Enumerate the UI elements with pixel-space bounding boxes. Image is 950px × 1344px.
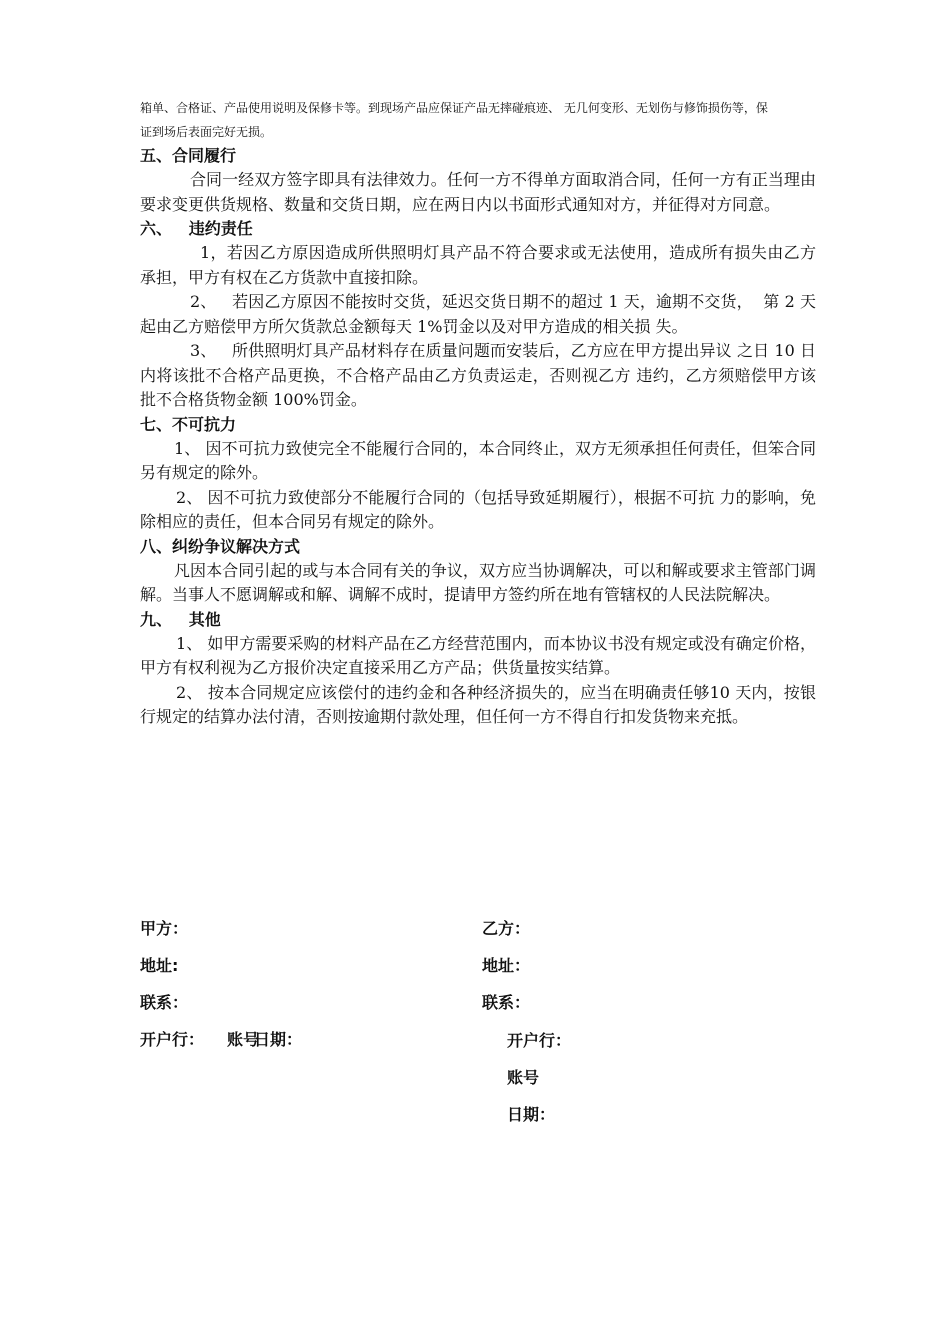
intro-line-2: 证到场后表面完好无损。	[140, 125, 273, 139]
section-6-paragraph-2: 2、 若因乙方原因不能按时交货，延迟交货日期不的超过 1 天，逾期不交货， 第 2 天起由乙方赔偿甲方所欠货款总金额每天 1%罚金以及对甲方造成的相关损 失。	[140, 292, 816, 336]
party-b-address: 地址：	[482, 956, 531, 975]
section-9-paragraph-1: 1、 如甲方需要采购的材料产品在乙方经营范围内，而本协议书没有规定或没有确定价格，甲方有权利视为乙方报价决定直接采用乙方产品；供货量按实结算。	[140, 633, 816, 677]
party-a-contact: 联系：	[140, 993, 189, 1012]
contract-page	[140, 96, 816, 730]
party-b-account: 账号	[507, 1068, 540, 1087]
party-a-name: 甲方：	[140, 919, 189, 938]
section-9-heading: 九、 其他	[140, 609, 221, 629]
section-7-paragraph-2: 2、 因不可抗力致使部分不能履行合同的（包括导致延期履行），根据不可抗 力的影响，免除相应的责任，但本合同另有规定的除外。	[140, 487, 816, 531]
section-6-paragraph-3: 3、 所供照明灯具产品材料存在质量问题而安装后，乙方应在甲方提出异议 之日 10 日内将该批不合格产品更换，不合格产品由乙方负责运走，否则视乙方 违约，乙方须赔偿甲方该批不合格货物金额 100%罚金。	[140, 341, 816, 409]
party-b-bank: 开户行：	[507, 1031, 572, 1050]
section-5-paragraph-1: 合同一经双方签字即具有法律效力。任何一方不得单方面取消合同，任何一方有正当理由要求变更供货规格、数量和交货日期，应在两日内以书面形式通知对方，并征得对方同意。	[140, 170, 816, 214]
section-7-heading: 七、不可抗力	[140, 414, 237, 434]
section-5-heading: 五、合同履行	[140, 146, 237, 165]
party-a-bank: 开户行：	[140, 1030, 205, 1049]
party-a-date: 日期：	[254, 1030, 303, 1049]
party-b-name: 乙方：	[482, 919, 531, 938]
section-6-paragraph-1: 1，若因乙方原因造成所供照明灯具产品不符合要求或无法使用，造成所有损失由乙方承担，甲方有权在乙方货款中直接扣除。	[140, 243, 816, 287]
section-8-heading: 八、纠纷争议解决方式	[140, 536, 301, 556]
section-7-paragraph-1: 1、 因不可抗力致使完全不能履行合同的，本合同终止，双方无须承担任何责任，但笨合同另有规定的除外。	[140, 438, 816, 482]
party-b-contact: 联系：	[482, 993, 531, 1012]
section-9-paragraph-2: 2、 按本合同规定应该偿付的违约金和各种经济损失的，应当在明确责任够10 天内，按银行规定的结算办法付清，否则按逾期付款处理，但任何一方不得自行扣发货物来充抵。	[140, 682, 816, 726]
party-a-account: 账号	[227, 1030, 260, 1049]
intro-line-1: 箱单、合格证、产品使用说明及保修卡等。到现场产品应保证产品无摔碰痕迹、 无几何变形、无划伤与修饰损伤等，保	[140, 101, 768, 115]
party-a-address: 地址:	[140, 956, 179, 975]
section-8-paragraph-1: 凡因本合同引起的或与本合同有关的争议，双方应当协调解决，可以和解或要求主管部门调解。当事人不愿调解或和解、调解不成时，提请甲方签约所在地有管辖权的人民法院解决。	[140, 560, 816, 604]
party-b-date: 日期：	[507, 1105, 556, 1124]
section-6-heading: 六、 违约责任	[140, 219, 253, 238]
